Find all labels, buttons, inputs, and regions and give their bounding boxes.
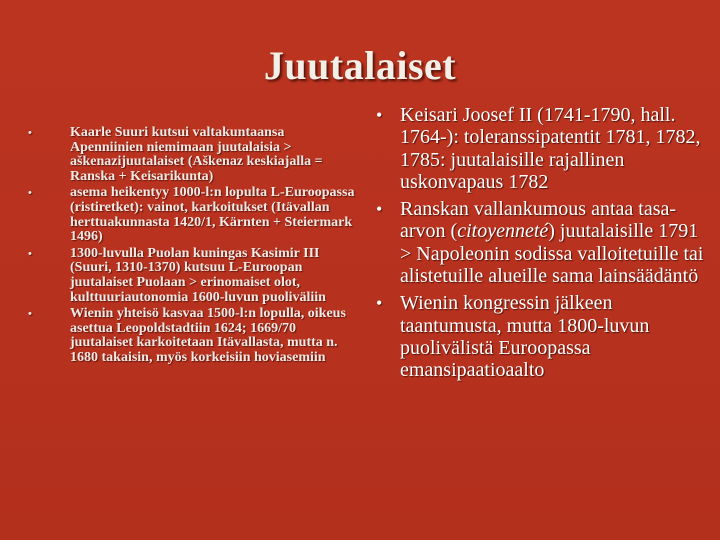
bullet-icon: • [28, 308, 32, 321]
bullet-icon: • [376, 105, 383, 125]
left-bullet-item [28, 186, 358, 244]
bullet-icon: • [376, 199, 383, 220]
right-item-text-end: ) juutalaisille 1791 > Napoleonin sodissa valloitetuille tai alistetuille alueille sama lainsäädäntö [400, 220, 704, 288]
bullet-icon: • [28, 187, 32, 200]
right-item-text-start: Ranskan vallankumous antaa tasa-arvon ( [400, 198, 677, 243]
left-bullet-item [28, 307, 358, 365]
left-column [28, 126, 358, 368]
right-item-italic-term: citoyenneté [457, 220, 549, 243]
left-item-text: asema heikentyy 1000-l:n lopulta L-Euroopassa (ristiretket): vainot, karkoitukset (Itävallan herttuakunnasta 1420/1, Kärnten + Steiermark 1496) [70, 185, 355, 245]
right-bullet-item [372, 292, 712, 381]
bullet-icon: • [28, 247, 32, 260]
left-item-text: Kaarle Suuri kutsui valtakuntaansa Apenniinien niemimaan juutalaisia > aškenazijuutalaiset (Aškenaz keskiajalla = Ranska + Keisarikunta) [70, 125, 323, 184]
right-item-text: Wienin kongressin jälkeen taantumusta, mutta 1800-luvun puolivälistä Euroopassa emansipaatioaalto [400, 292, 650, 382]
right-bullet-item [372, 104, 712, 193]
left-item-text: 1300-luvulla Puolan kuningas Kasimir III (Suuri, 1310-1370) kutsuu L-Euroopan juutalaiset Puolaan > erinomaiset olot, kulttuuriautonomia 1600-luvun puoliväliin [70, 245, 326, 305]
left-bullet-item [28, 126, 358, 184]
right-column [372, 104, 712, 387]
bullet-icon: • [28, 127, 32, 139]
left-bullet-item [28, 247, 358, 305]
right-item-text: Keisari Joosef II (1741-1790, hall. 1764-): toleranssipatentit 1781, 1782, 1785: juutalaisille rajallinen uskonvapaus 1782 [400, 104, 701, 193]
bullet-icon: • [376, 293, 383, 314]
slide-title: Juutalaiset [263, 43, 457, 88]
left-item-text: Wienin yhteisö kasvaa 1500-l:n lopulla, oikeus asettua Leopoldstadtiin 1624; 1669/70 juutalaiset karkoitetaan Itävallasta, mutta n. 1680 takaisin, myös korkeisiin hoviasemiin [70, 306, 346, 365]
right-bullet-item [372, 198, 712, 287]
